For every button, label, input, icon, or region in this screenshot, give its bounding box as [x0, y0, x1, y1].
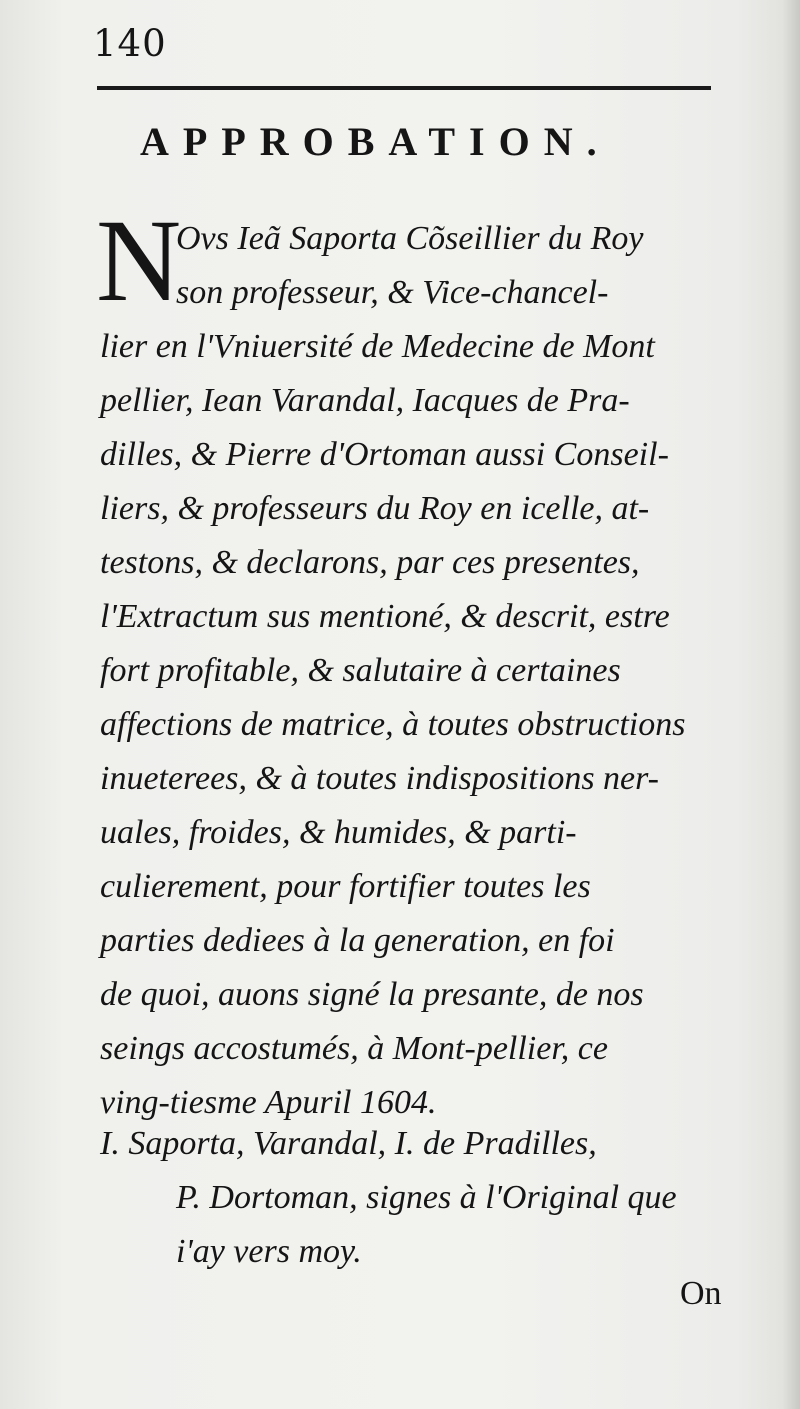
- header-rule: [97, 86, 711, 90]
- body-line: inueterees, & à toutes indispositions ner-: [100, 760, 660, 797]
- body-line: affections de matrice, à toutes obstructions: [100, 706, 686, 743]
- body-line: son professeur, & Vice-chancel-: [176, 274, 609, 311]
- body-line: dilles, & Pierre d'Ortoman aussi Conseil-: [100, 436, 669, 473]
- body-line: fort profitable, & salutaire à certaines: [100, 652, 621, 689]
- signatories-block: [100, 1117, 740, 1279]
- signatory-line: I. Saporta, Varandal, I. de Pradilles,: [100, 1125, 597, 1162]
- body-line: seings accostumés, à Mont-pellier, ce: [100, 1030, 608, 1067]
- page-number: 140: [93, 22, 167, 65]
- section-heading: APPROBATION.: [140, 119, 611, 164]
- drop-cap-initial: N: [96, 195, 182, 326]
- body-line: lier en l'Vniuersité de Medecine de Mont: [100, 328, 655, 365]
- body-line: culierement, pour fortifier toutes les: [100, 868, 591, 905]
- body-line: pellier, Iean Varandal, Iacques de Pra-: [100, 382, 630, 419]
- body-line: de quoi, auons signé la presante, de nos: [100, 976, 644, 1013]
- signatory-line: P. Dortoman, signes à l'Original que: [176, 1179, 677, 1216]
- approbation-body: [100, 212, 740, 1130]
- page-edge-shadow: [782, 0, 800, 1409]
- body-line: liers, & professeurs du Roy en icelle, at-: [100, 490, 650, 527]
- catchword: On: [680, 1275, 722, 1312]
- body-line: testons, & declarons, par ces presentes,: [100, 544, 640, 581]
- body-line: Ovs Ieã Saporta Cõseillier du Roy: [176, 220, 644, 257]
- signatory-line: i'ay vers moy.: [176, 1233, 362, 1270]
- body-line: ving-tiesme Apuril 1604.: [100, 1084, 437, 1121]
- body-line: uales, froides, & humides, & parti-: [100, 814, 577, 851]
- body-line: l'Extractum sus mentioné, & descrit, estre: [100, 598, 670, 635]
- body-line: parties dediees à la generation, en foi: [100, 922, 615, 959]
